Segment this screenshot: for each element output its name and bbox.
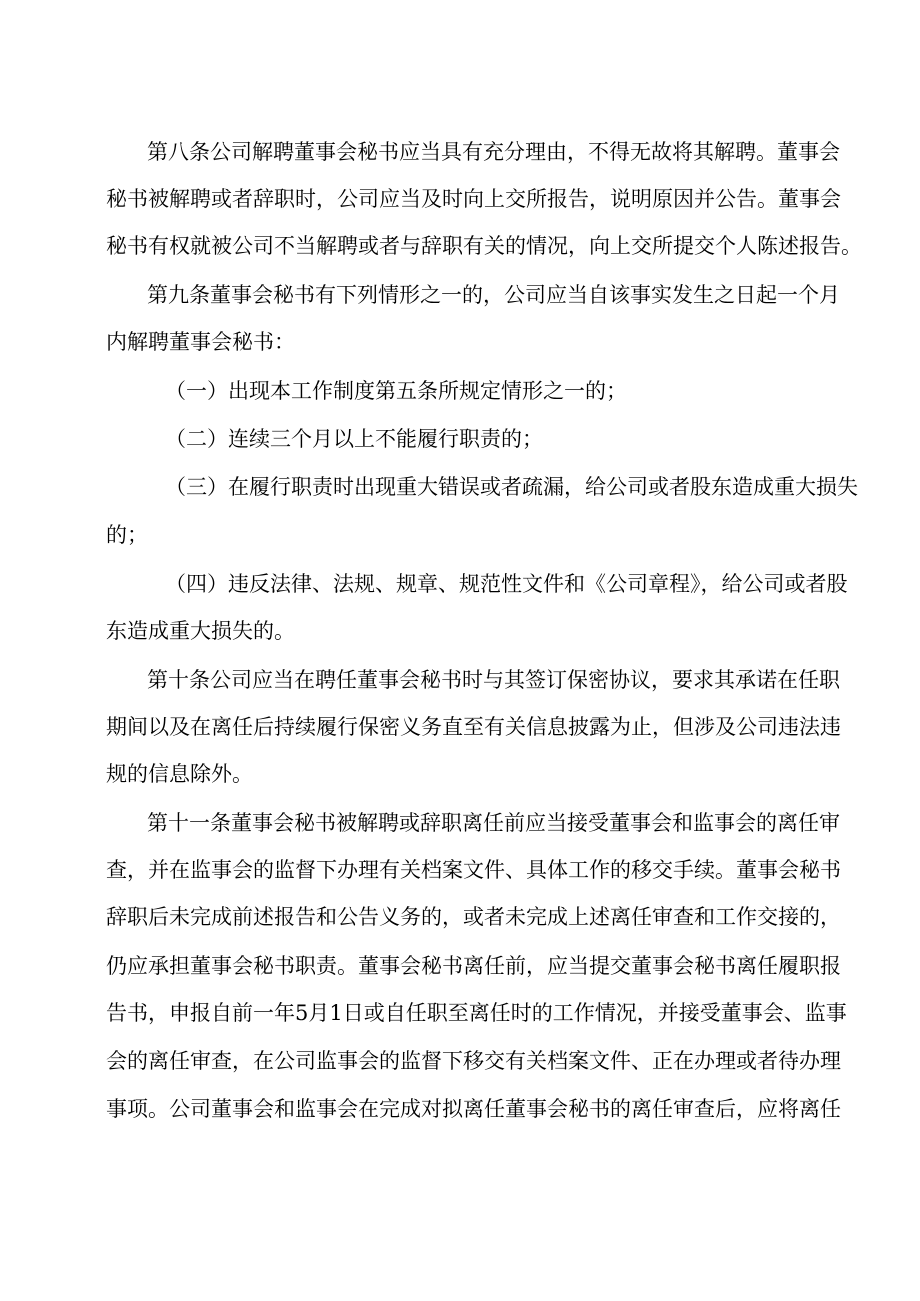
article-11-line-4: 仍应承担董事会秘书职责。董事会秘书离任前，应当提交董事会秘书离任履职报 <box>106 954 841 978</box>
article-9-item-4-line-1: （四）违反法律、法规、规章、规范性文件和《公司章程》，给公司或者股 <box>165 572 848 596</box>
article-9-line-1: 第九条董事会秘书有下列情形之一的，公司应当自该事实发生之日起一个月 <box>147 283 840 307</box>
article-10-line-3: 规的信息除外。 <box>106 762 253 786</box>
article-9-item-3-line-1: （三）在履行职责时出现重大错误或者疏漏，给公司或者股东造成重大损失 <box>165 475 858 499</box>
article-8-line-1: 第八条公司解聘董事会秘书应当具有充分理由，不得无故将其解聘。董事会 <box>147 140 840 164</box>
article-11-line-3: 辞职后未完成前述报告和公告义务的，或者未完成上述离任审查和工作交接的， <box>106 905 841 929</box>
article-9-item-1: （一）出现本工作制度第五条所规定情形之一的； <box>165 379 627 403</box>
article-11-line-6: 会的离任审查，在公司监事会的监督下移交有关档案文件、正在办理或者待办理 <box>106 1049 841 1073</box>
article-9-item-2: （二）连续三个月以上不能履行职责的； <box>165 427 543 451</box>
article-11-line-2: 查，并在监事会的监督下办理有关档案文件、具体工作的移交手续。董事会秘书 <box>106 858 841 882</box>
article-10-line-1: 第十条公司应当在聘任董事会秘书时与其签订保密协议，要求其承诺在任职 <box>147 668 840 692</box>
article-9-item-4-line-2: 东造成重大损失的。 <box>106 619 295 643</box>
article-11-line-1: 第十一条董事会秘书被解聘或辞职离任前应当接受董事会和监事会的离任审 <box>147 811 840 835</box>
article-9-item-3-line-2: 的； <box>106 523 148 547</box>
article-8-line-3: 秘书有权就被公司不当解聘或者与辞职有关的情况，向上交所提交个人陈述报告。 <box>106 234 862 258</box>
article-10-line-2: 期间以及在离任后持续履行保密义务直至有关信息披露为止，但涉及公司违法违 <box>106 715 841 739</box>
article-9-line-2: 内解聘董事会秘书： <box>106 330 295 354</box>
article-8-line-2: 秘书被解聘或者辞职时，公司应当及时向上交所报告，说明原因并公告。董事会 <box>106 187 841 211</box>
article-11-line-7: 事项。公司董事会和监事会在完成对拟离任董事会秘书的离任审查后，应将离任 <box>106 1097 841 1121</box>
article-11-line-5: 告书，申报自前一年5月1日或自任职至离任时的工作情况，并接受董事会、监事 <box>106 1001 847 1025</box>
